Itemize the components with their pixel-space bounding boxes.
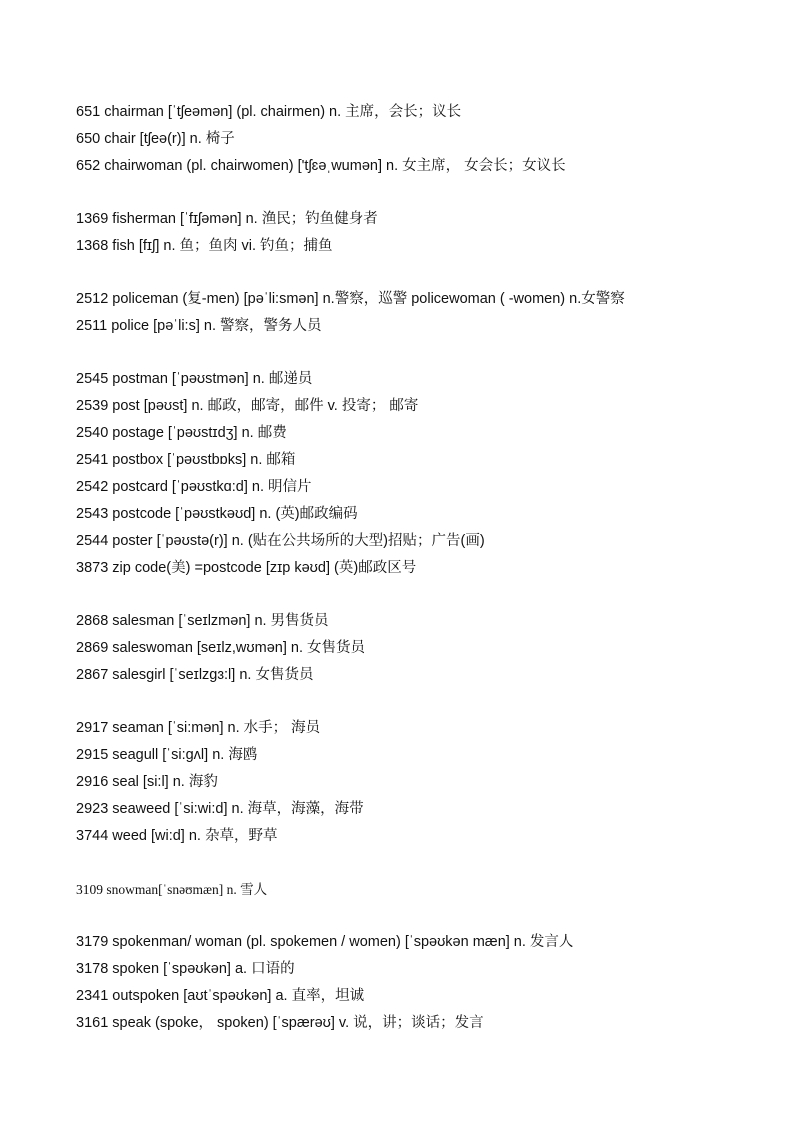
- entry-poster: 2544 poster [ˈpəʊstə(r)] n. (贴在公共场所的大型)招贴；广告(画): [76, 533, 485, 549]
- entry-fish: 1368 fish [fɪʃ] n. 鱼；鱼肉 vi. 钓鱼；捕鱼: [76, 238, 333, 254]
- entry-zip-code: 3873 zip code(美) =postcode [zɪp kəʊd] (英)邮政区号: [76, 560, 417, 576]
- entry-fisherman: 1369 fisherman [ˈfɪʃəmən] n. 渔民；钓鱼健身者: [76, 211, 378, 227]
- entry-seaman: 2917 seaman [ˈsi:mən] n. 水手； 海员: [76, 720, 321, 736]
- entry-police: 2511 police [pəˈli:s] n. 警察，警务人员: [76, 318, 322, 334]
- entry-saleswoman: 2869 saleswoman [seɪlz,wʊmən] n. 女售货员: [76, 640, 366, 656]
- entry-postage: 2540 postage [ˈpəʊstɪdʒ] n. 邮费: [76, 425, 287, 441]
- entry-spoken: 3178 spoken [ˈspəʊkən] a. 口语的: [76, 961, 295, 977]
- entry-chair: 650 chair [tʃeə(r)] n. 椅子: [76, 131, 235, 147]
- entry-outspoken: 2341 outspoken [aʊtˈspəʊkən] a. 直率，坦诚: [76, 988, 365, 1004]
- entry-postcode: 2543 postcode [ˈpəʊstkəʊd] n. (英)邮政编码: [76, 506, 358, 522]
- entry-speak: 3161 speak (spoke， spoken) [ˈspærəʊ] v. 说，讲；谈话；发言: [76, 1015, 484, 1031]
- entry-chairwoman: 652 chairwoman (pl. chairwomen) ['tʃɛəˌwumən] n. 女主席， 女会长；女议长: [76, 158, 566, 174]
- entry-seal: 2916 seal [si:l] n. 海豹: [76, 774, 218, 790]
- entry-salesman: 2868 salesman [ˈseɪlzmən] n. 男售货员: [76, 613, 329, 629]
- entry-policeman: 2512 policeman (复-men) [pəˈli:smən] n.警察，巡警 policewoman ( -women) n.女警察: [76, 291, 625, 307]
- entry-seagull: 2915 seagull [ˈsi:gʌl] n. 海鸥: [76, 747, 258, 763]
- entry-seaweed: 2923 seaweed [ˈsi:wi:d] n. 海草，海藻，海带: [76, 801, 364, 817]
- entry-chairman: 651 chairman [ˈtʃeəmən] (pl. chairmen) n. 主席，会长；议长: [76, 104, 462, 120]
- entry-post: 2539 post [pəʊst] n. 邮政，邮寄，邮件 v. 投寄； 邮寄: [76, 398, 419, 414]
- entry-weed: 3744 weed [wi:d] n. 杂草，野草: [76, 828, 278, 844]
- vocabulary-list: [76, 99, 776, 1037]
- entry-salesgirl: 2867 salesgirl [ˈseɪlzgɜ:l] n. 女售货员: [76, 667, 314, 683]
- entry-snowman: 3109 snowman[ˈsnəʊmæn] n. 雪人: [76, 882, 268, 897]
- entry-spokenman: 3179 spokenman/ woman (pl. spokemen / women) [ˈspəʊkən mæn] n. 发言人: [76, 934, 574, 950]
- entry-postman: 2545 postman [ˈpəʊstmən] n. 邮递员: [76, 371, 313, 387]
- entry-postcard: 2542 postcard [ˈpəʊstkɑ:d] n. 明信片: [76, 479, 312, 495]
- entry-postbox: 2541 postbox [ˈpəʊstbɒks] n. 邮箱: [76, 452, 296, 468]
